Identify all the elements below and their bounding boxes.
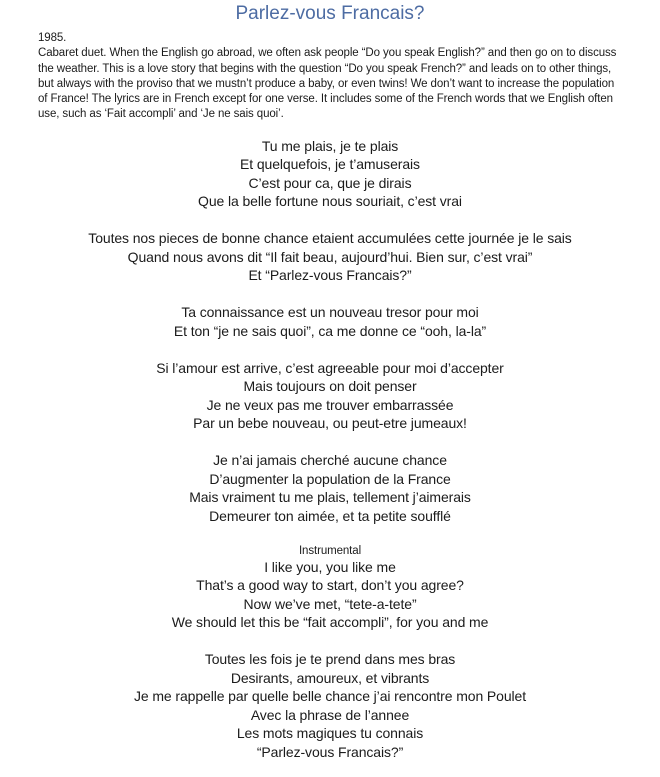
intro-paragraph: Cabaret duet. When the English go abroad, we often ask people “Do you speak English?” and then go on to discuss the weather. This is a love story that begins with the question “Do you speak French?” and leads on to other things, but always with the proviso that we mustn’t produce a baby, or even twins! We don’t want to increase the population of France! The lyrics are in French except for one verse. It includes some of the French words that we English often use, such as ‘Fait accompli’ and ‘Je ne sais quoi’. (38, 47, 617, 121)
lyric-line: Quand nous avons dit “Il fait beau, aujourd’hui. Bien sur, c’est vrai” (127, 248, 533, 265)
lyric-line: Demeurer ton aimée, et ta petite soufflé (209, 507, 451, 524)
lyric-line: “Parlez-vous Francais?” (256, 743, 404, 760)
lyric-line: Desirants, amoureux, et vibrants (230, 669, 430, 686)
verse (0, 137, 660, 211)
lyric-line: Ta connaissance est un nouveau tresor pour moi (181, 304, 479, 321)
lyric-line: Avec la phrase de l’annee (250, 706, 410, 723)
lyric-line: C’est pour ca, que je dirais (248, 174, 412, 191)
lyric-line: Si l’amour est arrive, c’est agreeable pour moi d’accepter (156, 359, 504, 376)
verse (0, 303, 660, 340)
verse (0, 544, 660, 632)
lyrics (0, 137, 660, 762)
verse (0, 359, 660, 433)
lyric-line: Et “Parlez-vous Francais?” (248, 267, 412, 284)
page-title: Parlez-vous Francais? (235, 3, 425, 24)
lyric-line: Toutes nos pieces de bonne chance etaient accumulées cette journée je le sais (88, 230, 572, 247)
verse (0, 229, 660, 285)
lyric-line: Je me rappelle par quelle belle chance j’ai rencontre mon Poulet (133, 688, 527, 705)
instrumental-label: Instrumental (298, 544, 362, 557)
lyric-line: That’s a good way to start, don’t you agree? (196, 577, 464, 594)
lyric-line: Tu me plais, je te plais (261, 137, 399, 154)
verse (0, 451, 660, 525)
lyric-line: I like you, you like me (264, 558, 396, 575)
lyric-line: Je ne veux pas me trouver embarrassée (206, 396, 454, 413)
year-line: 1985. (38, 32, 67, 44)
lyric-line: D’augmenter la population de la France (209, 470, 451, 487)
lyric-line: We should let this be “fait accompli”, for you and me (171, 614, 489, 631)
verse (0, 650, 660, 761)
lyric-line: Par un bebe nouveau, ou peut-etre jumeaux! (193, 415, 467, 432)
lyric-line: Now we’ve met, “tete-a-tete” (243, 595, 417, 612)
lyric-line: Mais toujours on doit penser (243, 378, 417, 395)
lyric-line: Je n’ai jamais cherché aucune chance (213, 452, 447, 469)
lyric-line: Et quelquefois, je t’amuserais (240, 156, 420, 173)
lyric-line: Que la belle fortune nous souriait, c’est vrai (198, 193, 462, 210)
lyric-line: Et ton “je ne sais quoi”, ca me donne ce “ooh, la-la” (173, 322, 487, 339)
lyric-line: Les mots magiques tu connais (236, 725, 424, 742)
lyric-line: Toutes les fois je te prend dans mes bras (204, 651, 456, 668)
lyric-line: Mais vraiment tu me plais, tellement j’aimerais (189, 489, 471, 506)
